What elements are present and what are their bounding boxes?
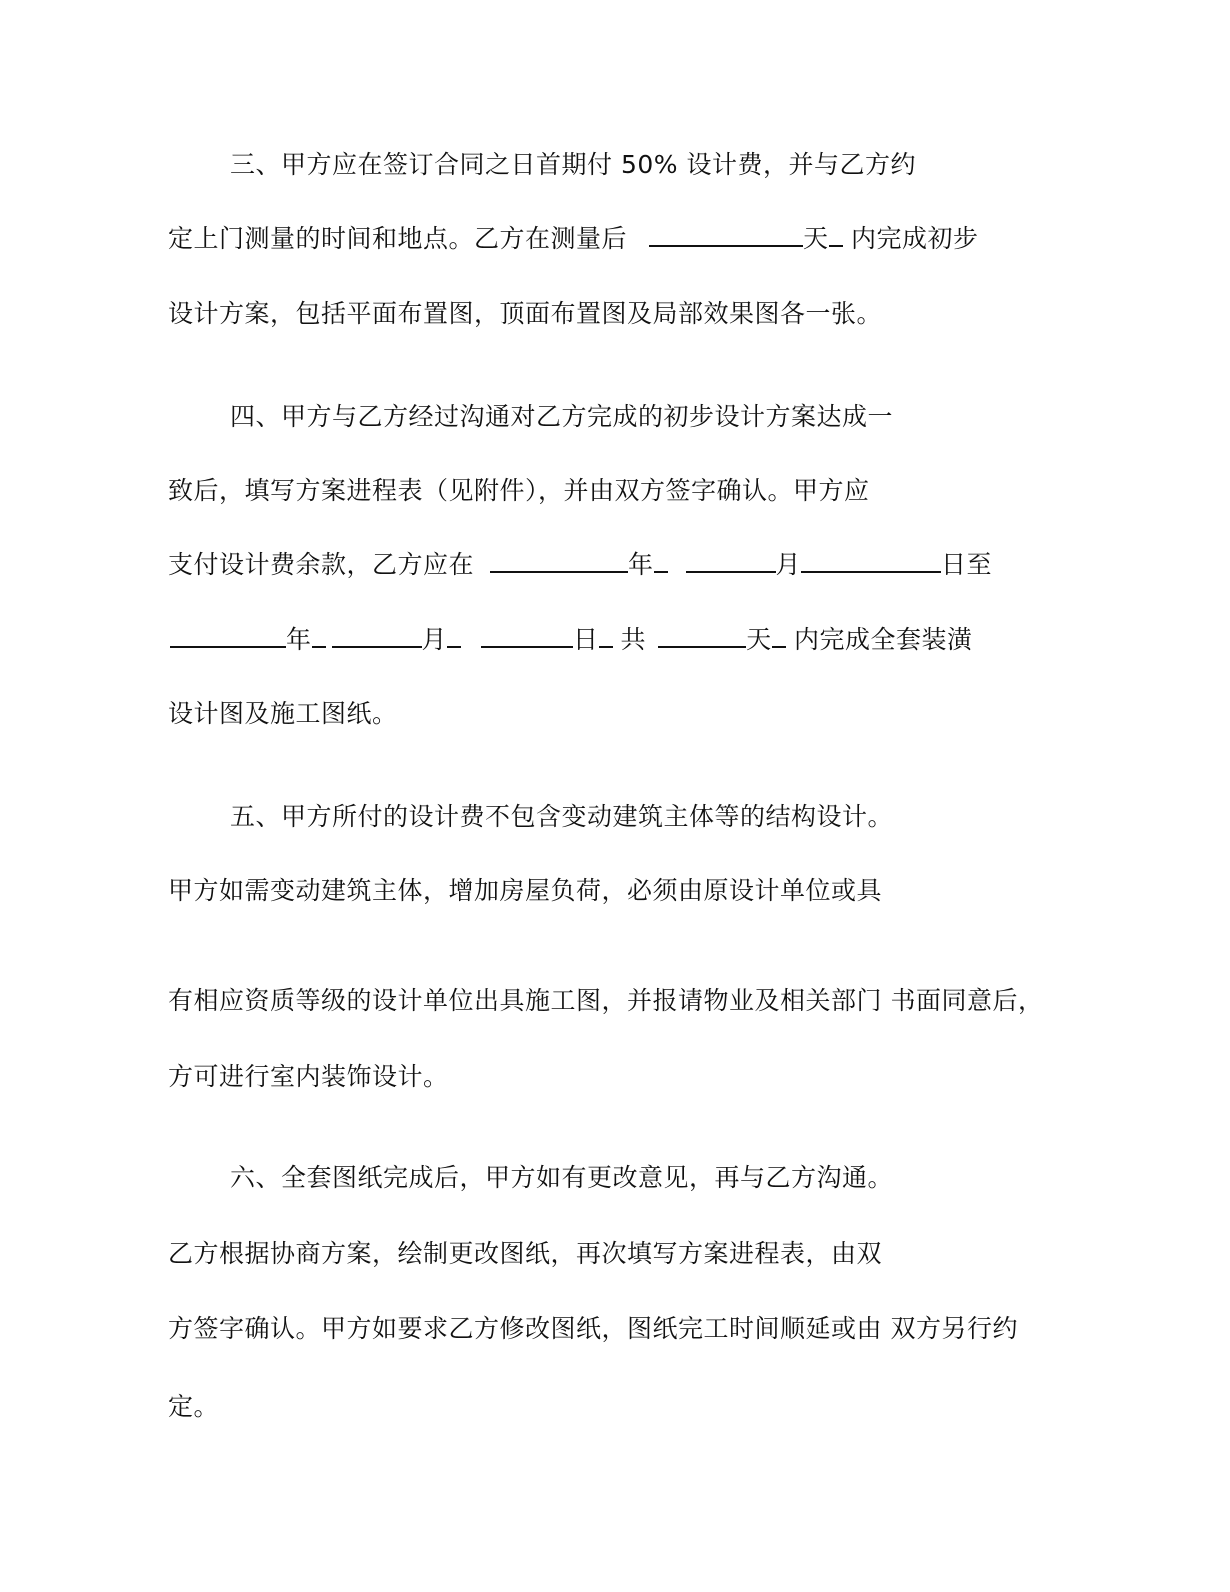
end-year-blank[interactable] (170, 624, 286, 648)
s3-line3-text: 设计方案，包括平面布置图，顶面布置图及局部效果图各一张。 (168, 299, 883, 328)
s4-line5 (168, 697, 398, 731)
s5-line2 (168, 874, 882, 908)
end-month-blank[interactable] (332, 624, 422, 648)
s3-line3 (168, 297, 882, 331)
day-label: 日 (573, 625, 599, 654)
s6-line2-text: 乙方根据协商方案，绘制更改图纸，再次填写方案进程表，由双 (168, 1239, 883, 1268)
s5-line4-text: 方可进行室内装饰设计。 (168, 1062, 449, 1091)
year-label: 年 (286, 625, 312, 654)
s3-line2-text: 定上门测量的时间和地点。乙方在测量后 (168, 224, 628, 253)
s6-line3 (168, 1312, 1018, 1346)
s6-line1 (230, 1161, 893, 1195)
start-day-blank[interactable] (801, 549, 941, 573)
s6-line4-text: 定。 (168, 1392, 220, 1421)
s4-line1-text: 四、甲方与乙方经过沟通对乙方完成的初步设计方案达成一 (230, 402, 894, 431)
days-label: 天 (746, 625, 772, 654)
start-year-blank[interactable] (490, 549, 628, 573)
underscore-mark (772, 624, 786, 648)
month-label: 月 (775, 550, 802, 579)
day-to-label: 日至 (941, 550, 993, 579)
s4-line2 (168, 474, 870, 508)
days-blank[interactable] (649, 223, 803, 247)
underscore-mark (654, 549, 668, 573)
s4-line4 (170, 623, 973, 657)
start-month-blank[interactable] (686, 549, 776, 573)
s4-line4-end: 内完成全套装潢 (785, 625, 973, 654)
underscore-mark (829, 223, 843, 247)
s6-line3-text: 方签字确认。甲方如要求乙方修改图纸，图纸完工时间顺延或由 双方另行约 (168, 1314, 1018, 1343)
s5-line2-text: 甲方如需变动建筑主体，增加房屋负荷，必须由原设计单位或具 (168, 876, 883, 905)
s5-line1 (230, 800, 893, 834)
s4-line1 (230, 400, 893, 434)
s5-line1-text: 五、甲方所付的设计费不包含变动建筑主体等的结构设计。 (230, 802, 894, 831)
month-label: 月 (421, 625, 448, 654)
s3-line1-text: 三、甲方应在签订合同之日首期付 50% 设计费，并与乙方约 (230, 150, 916, 179)
s5-line3-text: 有相应资质等级的设计单位出具施工图，并报请物业及相关部门 书面同意后， (168, 986, 1044, 1015)
s4-line3 (168, 548, 992, 582)
days-label: 天 (803, 224, 829, 253)
s4-line3-text: 支付设计费余款，乙方应在 (168, 550, 475, 579)
s3-line1 (230, 148, 916, 182)
total-label: 共 (620, 625, 647, 654)
s3-line2-end: 内完成初步 (842, 224, 979, 253)
underscore-mark (312, 624, 326, 648)
year-label: 年 (628, 550, 654, 579)
s6-line1-text: 六、全套图纸完成后，甲方如有更改意见，再与乙方沟通。 (230, 1163, 894, 1192)
s4-line2-text: 致后，填写方案进程表（见附件），并由双方签字确认。甲方应 (168, 476, 870, 505)
s5-line4 (168, 1060, 449, 1094)
s4-line5-text: 设计图及施工图纸。 (168, 699, 398, 728)
s5-line3 (168, 984, 1043, 1018)
underscore-mark (447, 624, 461, 648)
s6-line4 (168, 1390, 219, 1424)
underscore-mark (599, 624, 613, 648)
s3-line2 (168, 222, 978, 256)
end-day-blank[interactable] (481, 624, 573, 648)
s6-line2 (168, 1237, 882, 1271)
total-days-blank[interactable] (658, 624, 746, 648)
